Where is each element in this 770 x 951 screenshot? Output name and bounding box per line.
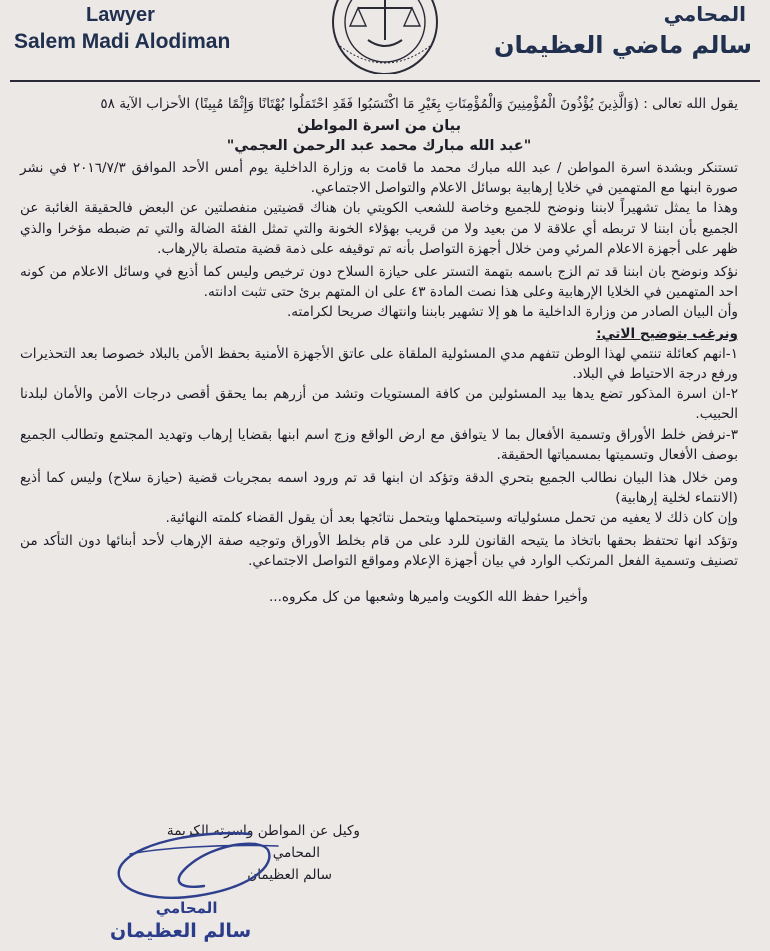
list-item-2: ٢-ان اسرة المذكور تضع يدها بيد المسئولين من كافة المستويات وتشد من أزرهم بما يحقق أقصى درجات الأمن والأمان لبلدنا الحبيب. bbox=[20, 386, 738, 423]
paragraph-4: وأن البيان الصادر من وزارة الداخلية ما هو إلا تشهير بابننا وانتهاك صريحا لكرامته. bbox=[286, 303, 738, 320]
letterhead-name-en: Salem Madi Alodiman bbox=[14, 30, 231, 53]
letterhead-english bbox=[14, 2, 230, 56]
statement-body bbox=[20, 94, 738, 607]
section-heading: ونرغب بتوضيح الاتي: bbox=[596, 326, 738, 343]
paragraph-6: وإن كان ذلك لا يعفيه من تحمل مسئولياته وسيتحملها ويتحمل نتائجها بعد أن يقول القضاء كلمته النهائية. bbox=[165, 509, 738, 526]
letterhead-divider bbox=[10, 80, 760, 82]
paragraph-7: وتؤكد انها تحتفظ بحقها باتخاذ ما يتيحه القانون للرد على من قام بخلط الأوراق وتوجيه صفة الإرهاب لأحد أبنائها دون التأكد من تصنيف وتسمية الفعل المرتكب الوارد في بيان أجهزة الإعلام ومواقع التواصل الاجتماعي. bbox=[20, 532, 738, 570]
list-item-1: ١-انهم كعائلة تنتمي لهذا الوطن تتفهم مدي المسئولية الملقاة على عاتق الأجهزة الأمنية بحفظ الأمن بالبلاد خصوصا بعد التحذيرات ورفع درجة الاحتياط في البلاد. bbox=[20, 346, 738, 383]
paragraph-5: ومن خلال هذا البيان نطالب الجميع بتحري الدقة وتؤكد ان ابنها قد تم ورود اسمه بمجريات قضية (حيازة سلاح) وليس كما أذيع (الانتماء لخلية إرهابية) bbox=[20, 469, 738, 506]
paragraph-1: تستنكر وبشدة اسرة المواطن / عبد الله مبارك محمد ما قامت به وزارة الداخلية يوم أمس الأحد الموافق ٢٠١٦/٧/٣ في نشر صورة ابنها مع المتهمين في خلايا إرهابية بوسائل الاعلام والتواصل الاجتماعي. bbox=[20, 160, 738, 197]
letterhead-title-ar: المحامي bbox=[663, 2, 746, 26]
statement-subject-name: "عبد الله مبارك محمد عبد الرحمن العجمي" bbox=[226, 138, 532, 155]
signature-line-title: المحامي bbox=[272, 845, 320, 861]
closing-line: وأخيرا حفظ الله الكويت واميرها وشعبها من كل مكروه... bbox=[268, 589, 588, 606]
signature-line-name: سالم العظيمان bbox=[247, 867, 332, 883]
stamp-title: المحامي bbox=[155, 899, 218, 917]
signature-line-agent: وكيل عن المواطن واسرته الكريمة bbox=[166, 823, 360, 839]
quran-verse: يقول الله تعالى : (وَالَّذِينَ يُؤْذُونَ الْمُؤْمِنِينَ وَالْمُؤْمِنَاتِ بِغَيْرِ مَا اكْتَسَبُوا فَقَدِ احْتَمَلُوا بُهْتَانًا وَإِثْمًا مُبِينًا) الأحزاب الآية ٥٨ bbox=[100, 96, 738, 112]
paragraph-2: وهذا ما يمثل تشهيراً لابننا ونوضح للجميع وخاصة للشعب الكويتي بان هناك قضيتين منفصلتين عن البعض فالحقيقة الغائبة عن الجميع بأن ابننا لا تربطه أي علاقة لا من بعيد ولا من قريب بهؤلاء الخونة والتي تمثل الفئة الضالة والتي تم ضبطه مؤخرا والذي ظهر على أجهزة الاعلام المرئي ومن خلال أجهزة التواصل بأنه تم توقيفه على ذمة قضية متصلة بالإرهاب. bbox=[20, 200, 738, 257]
lawyer-stamp bbox=[110, 898, 251, 944]
statement-title: بيان من اسرة المواطن bbox=[296, 118, 462, 135]
letterhead-arabic bbox=[494, 0, 752, 62]
letterhead-name-ar: سالم ماضي العظيمان bbox=[493, 31, 752, 59]
paragraph-3: نؤكد ونوضح بان ابننا قد تم الزج باسمه بتهمة التستر على حيازة السلاح دون ترخيص وليس كما أذيع في وسائل الاعلام من كونه احد المتهمين في الخلايا الإرهابية وعلى هذا نصت المادة ٤٣ على ان المتهم برئ حتى تثبت ادانته. bbox=[20, 263, 738, 300]
scales-of-justice-logo bbox=[318, 0, 452, 74]
list-item-3: ٣-نرفض خلط الأوراق وتسمية الأفعال بما لا يتوافق مع ارض الواقع وزج اسم ابنها بقضايا إرهاب وتهديد المجتمع وتطالب الجميع بوصف الأفعال وتسميتها بمسمياتها الحقيقة. bbox=[20, 426, 738, 463]
letterhead-title-en: Lawyer bbox=[86, 4, 155, 26]
stamp-name: سالم العظيمان bbox=[110, 920, 252, 942]
